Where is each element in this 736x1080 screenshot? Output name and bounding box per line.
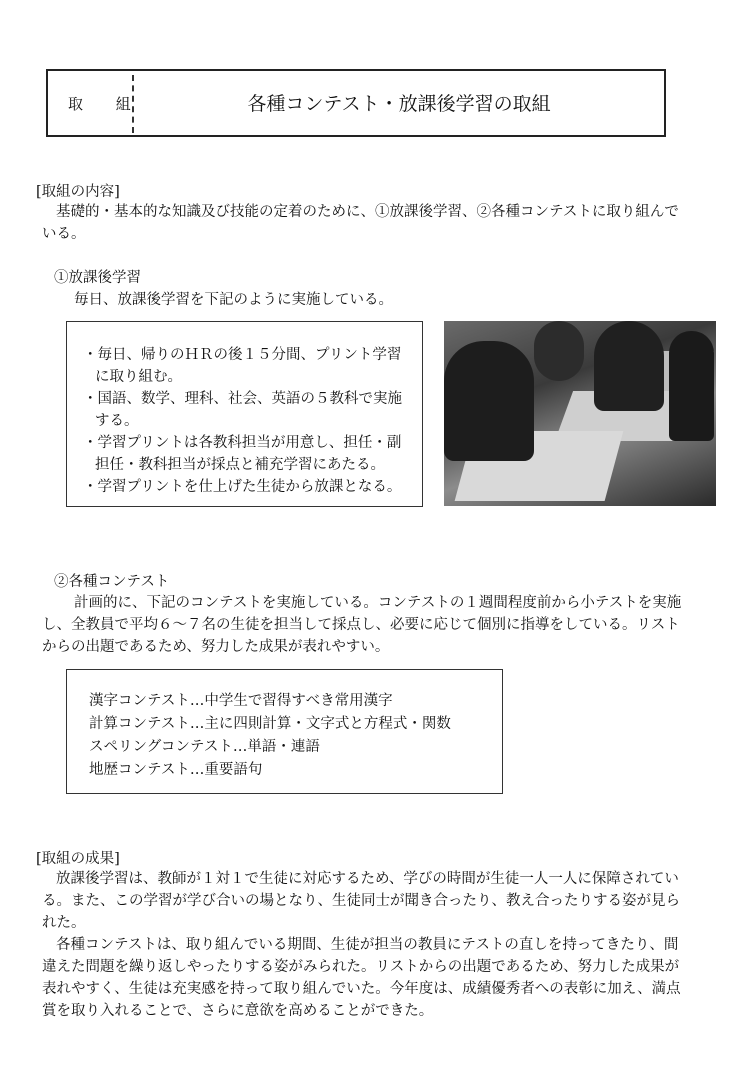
- classroom-photo: [444, 321, 716, 506]
- contest-item: スペリングコンテスト…単語・連語: [89, 739, 320, 755]
- results-paragraph-1: 放課後学習は、教師が１対１で生徒に対応するため、学びの時間が生徒一人一人に保障されている。また、この学習が学び合いの場となり、生徒同士が聞き合ったり、教え合ったりする姿が見られた。: [42, 871, 680, 931]
- results-paragraph-2: 各種コンテストは、取り組んでいる期間、生徒が担当の教員にテストの直しを持ってきたり、間違えた問題を繰り返しやったりする姿がみられた。リストからの出題であるため、努力した成果が表れやすく、生徒は充実感を持って取り組んでいた。今年度は、成績優秀者への表彰に加え、満点賞を取り入れることで、さらに意欲を高めることができた。: [42, 937, 681, 1019]
- contest-list-box: [66, 669, 503, 794]
- header-box: [46, 69, 666, 137]
- item1-text: 毎日、放課後学習を下記のように実施している。: [74, 292, 393, 308]
- after-school-box: [66, 321, 423, 507]
- contest-item: 地歴コンテスト…重要語句: [89, 762, 263, 778]
- content-heading: [取組の内容]: [36, 184, 120, 200]
- bullet-item: ・毎日、帰りのＨＲの後１５分間、プリント学習に取り組む。: [83, 347, 402, 385]
- item2-heading: ②各種コンテスト: [54, 574, 170, 590]
- results-heading: [取組の成果]: [36, 851, 120, 867]
- contest-item: 漢字コンテスト…中学生で習得すべき常用漢字: [89, 693, 393, 709]
- item1-heading: ①放課後学習: [54, 270, 141, 286]
- header-label: 取 組: [68, 95, 145, 113]
- page-title: 各種コンテスト・放課後学習の取組: [247, 93, 551, 115]
- bullet-item: ・国語、数学、理科、社会、英語の５教科で実施する。: [83, 391, 402, 429]
- contest-item: 計算コンテスト…主に四則計算・文字式と方程式・関数: [89, 716, 451, 732]
- bullet-item: ・学習プリントは各教科担当が用意し、担任・副担任・教科担当が採点と補充学習にあたる。: [83, 435, 402, 473]
- content-intro: 基礎的・基本的な知識及び技能の定着のために、①放課後学習、②各種コンテストに取り組んでいる。: [42, 204, 679, 242]
- bullet-item: ・学習プリントを仕上げた生徒から放課となる。: [83, 479, 402, 495]
- item2-text: 計画的に、下記のコンテストを実施している。コンテストの１週間程度前から小テストを実施し、全教員で平均６～７名の生徒を担当して採点し、必要に応じて個別に指導をしている。リストからの出題であるため、努力した成果が表れやすい。: [42, 595, 682, 655]
